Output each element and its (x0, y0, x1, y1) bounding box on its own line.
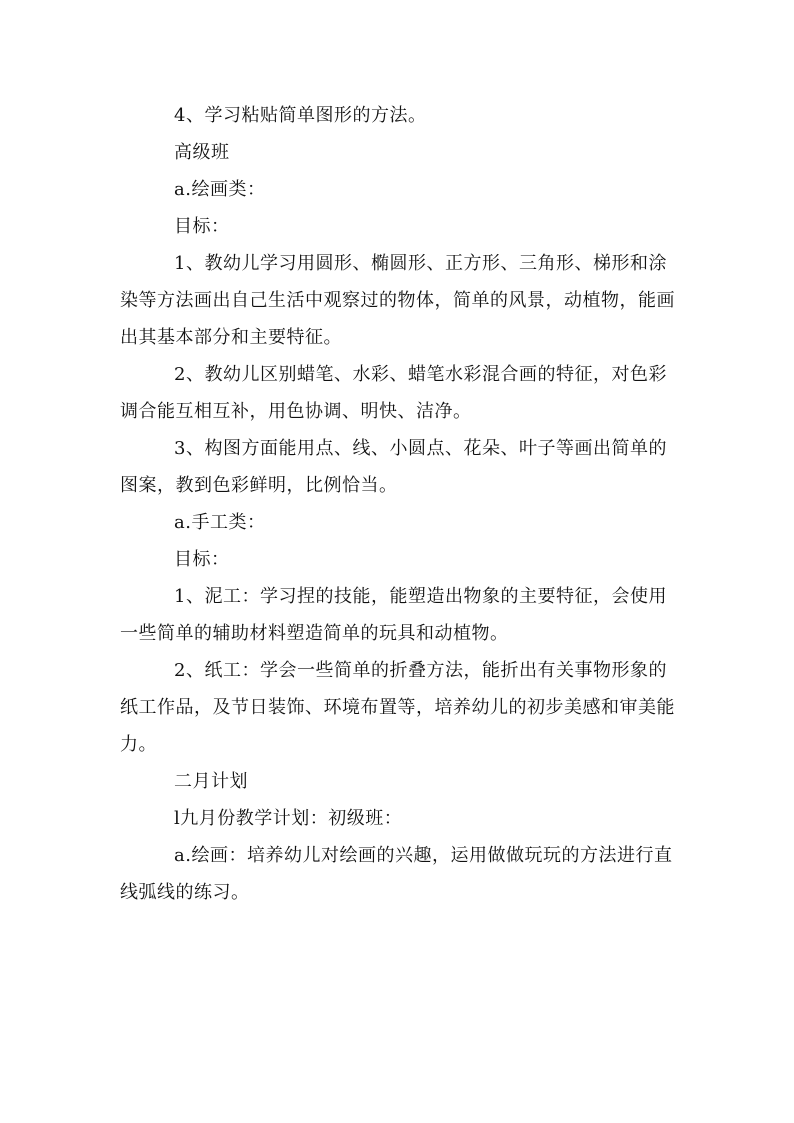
text-line: 图案，教到色彩鲜明，比例恰当。 (120, 475, 398, 496)
document-body (120, 97, 680, 911)
text-line: 1、泥工：学习捏的技能，能塑造出物象的主要特征，会使用 (174, 586, 667, 607)
text-line: 出其基本部分和主要特征。 (120, 327, 342, 348)
text-line: a.手工类： (174, 512, 266, 533)
text-line: 染等方法画出自己生活中观察过的物体，简单的风景，动植物，能画 (120, 290, 675, 311)
text-line: 4、学习粘贴简单图形的方法。 (174, 105, 427, 126)
text-line: 二月计划 (174, 771, 248, 792)
text-line: 1、教幼儿学习用圆形、椭圆形、正方形、三角形、梯形和涂 (174, 253, 667, 274)
text-line: 3、构图方面能用点、线、小圆点、花朵、叶子等画出简单的 (174, 438, 667, 459)
text-line: 高级班 (174, 142, 230, 163)
text-line: a.绘画：培养幼儿对绘画的兴趣，运用做做玩玩的方法进行直 (174, 845, 673, 866)
text-line: 目标： (174, 216, 230, 237)
text-line: 调合能互相互补，用色协调、明快、洁净。 (120, 401, 472, 422)
text-line: l九月份教学计划：初级班： (174, 808, 403, 829)
text-line: 目标： (174, 549, 230, 570)
text-line: a.绘画类： (174, 179, 266, 200)
text-line: 纸工作品，及节日装饰、环境布置等，培养幼儿的初步美感和审美能 (120, 697, 675, 718)
text-line: 一些简单的辅助材料塑造简单的玩具和动植物。 (120, 623, 509, 644)
text-line: 2、纸工：学会一些简单的折叠方法，能折出有关事物形象的 (174, 660, 667, 681)
text-line: 力。 (120, 734, 157, 755)
text-line: 线弧线的练习。 (120, 882, 250, 903)
text-line: 2、教幼儿区别蜡笔、水彩、蜡笔水彩混合画的特征，对色彩 (174, 364, 667, 385)
